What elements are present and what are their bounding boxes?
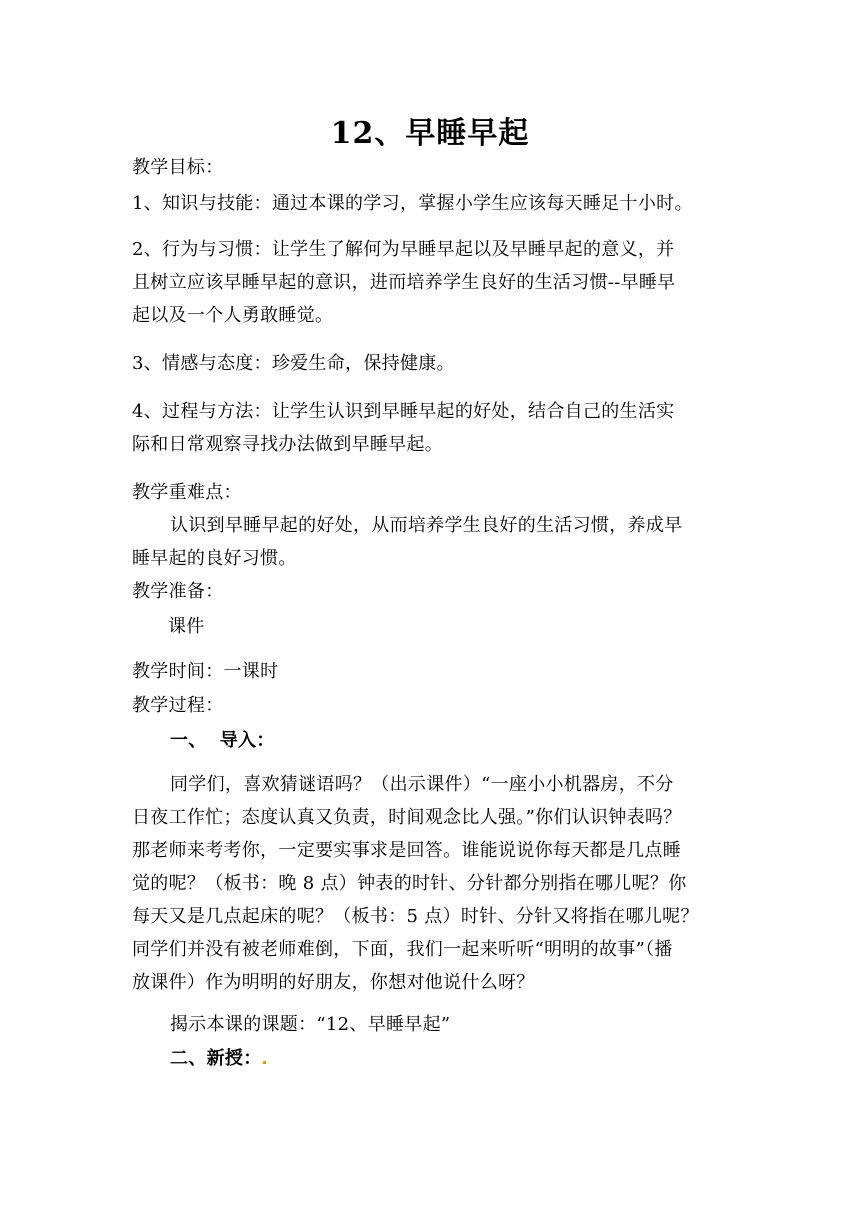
intro-line-2: 日夜工作忙；态度认真又负责，时间观念比人强。”你们认识钟表吗？: [132, 807, 682, 828]
section-2-heading-text: 二、新授：: [170, 1048, 262, 1069]
intro-line-1: 同学们，喜欢猜谜语吗？（出示课件）“一座小小机器房，不分: [170, 774, 674, 795]
preparation-text: 课件: [168, 616, 205, 637]
intro-line-6: 同学们并没有被老师难倒，下面，我们一起来听听“明明的故事”（播: [132, 939, 673, 960]
objective-2-line-1: 2、行为与习惯：让学生了解何为早睡早起以及早睡早起的意义，并: [132, 239, 675, 260]
objective-2-line-3-text: 起以及一个人勇敢睡觉。: [132, 305, 334, 326]
objective-2-line-2: 且树立应该早睡早起的意识，进而培养学生良好的生活习惯--早睡早: [132, 272, 676, 293]
page-title: 12、早睡早起: [330, 116, 530, 151]
preparation-heading: 教学准备：: [132, 581, 224, 602]
section-2-heading: [170, 1046, 266, 1072]
teaching-time: 教学时间：一课时: [132, 661, 279, 682]
key-points-heading: 教学重难点：: [132, 482, 242, 503]
intro-line-4: 觉的呢？（板书：晚 8 点）钟表的时针、分针都分别指在哪儿呢？你: [132, 873, 687, 894]
key-points-line-1: 认识到早睡早起的好处，从而培养学生良好的生活习惯，养成早: [170, 515, 683, 536]
edit-mark-icon: [263, 1061, 266, 1064]
reveal-topic: 揭示本课的课题：“12、早睡早起”: [170, 1014, 451, 1035]
intro-line-7: 放课件）作为明明的好朋友，你想对他说什么呀？: [132, 972, 535, 993]
objective-1: 1、知识与技能：通过本课的学习，掌握小学生应该每天睡足十小时。: [132, 193, 693, 214]
process-heading: 教学过程：: [132, 695, 224, 716]
objective-2-line-3: [132, 303, 333, 329]
intro-line-3: 那老师来考考你，一定要实事求是回答。谁能说说你每天都是几点睡: [132, 840, 681, 861]
objective-4-line-1: 4、过程与方法：让学生认识到早睡早起的好处，结合自己的生活实: [132, 401, 675, 422]
objectives-heading: 教学目标：: [132, 157, 224, 178]
objective-3: 3、情感与态度：珍爱生命，保持健康。: [132, 353, 455, 374]
key-points-line-2: 睡早起的良好习惯。: [132, 548, 297, 569]
objective-4-line-2: 际和日常观察寻找办法做到早睡早起。: [132, 434, 444, 455]
intro-line-5: 每天又是几点起床的呢？（板书：5 点）时针、分针又将指在哪儿呢？: [132, 906, 699, 927]
section-1-heading: 一、 导入：: [170, 730, 275, 751]
